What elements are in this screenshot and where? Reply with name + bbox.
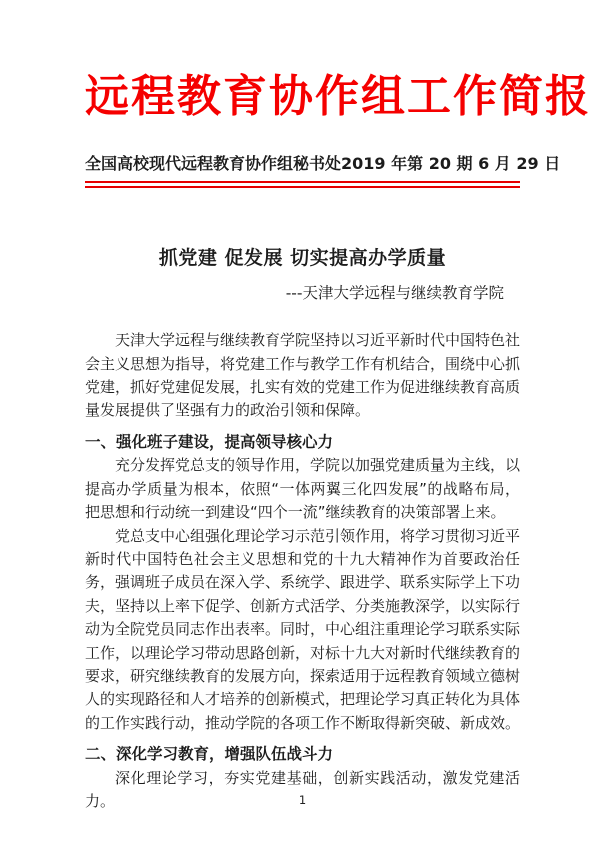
article-byline: ---天津大学远程与继续教育学院 (285, 284, 504, 303)
section-heading: 一、强化班子建设，提高领导核心力 (85, 432, 334, 451)
article-paragraph: 天津大学远程与继续教育学院坚持以习近平新时代中国特色社会主义思想为指导，将党建工作与教学工作有机结合，围绕中心抓党建，抓好党建促发展，扎实有效的党建工作为促进继续教育高质量发展提供了坚强有力的政治引领和保障。 (85, 331, 521, 420)
masthead-issue-info: 2019 年第 20 期 6 月 29 日 (341, 154, 561, 174)
document-content (85, 0, 591, 813)
article-paragraph: 党总支中心组强化理论学习示范引领作用，将学习贯彻习近平新时代中国特色社会主义思想和党的十九大精神作为首要政治任务，强调班子成员在深入学、系统学、跟进学、联系实际学上下功夫，坚持以上率下促学、创新方式活学、分类施教深学，以实际行动为全院党员同志作出表率。同时，中心组注重理论学习联系实际工作，以理论学习带动思路创新，对标十九大对新时代继续教育的要求，研究继续教育的发展方向，探索适用于远程教育领域立德树人的实现路径和人才培养的创新模式，把理论学习真正转化为具体的工作实践行动，推动学院的各项工作不断取得新突破、新成效。 (85, 526, 521, 732)
article-title: 抓党建 促发展 切实提高办学质量 (158, 247, 447, 270)
page-number: 1 (298, 793, 307, 807)
masthead-row (85, 151, 561, 174)
article-body (85, 329, 520, 813)
bulletin-title: 远程教育协作组工作简报 (85, 71, 591, 122)
article-paragraph: 充分发挥党总支的领导作用，学院以加强党建质量为主线，以提高办学质量为根本，依照“一体两翼三化四发展”的战略布局，把思想和行动统一到建设“四个一流”继续教育的决策部署上来。 (85, 456, 521, 522)
double-red-rule (85, 181, 520, 188)
section-heading: 二、深化学习教育，增强队伍战斗力 (85, 745, 334, 764)
masthead-issuer: 全国高校现代远程教育协作组秘书处 (85, 154, 342, 174)
article-paragraph: 深化理论学习，夯实党建基础，创新实践活动，激发党建活力。 (85, 768, 520, 810)
